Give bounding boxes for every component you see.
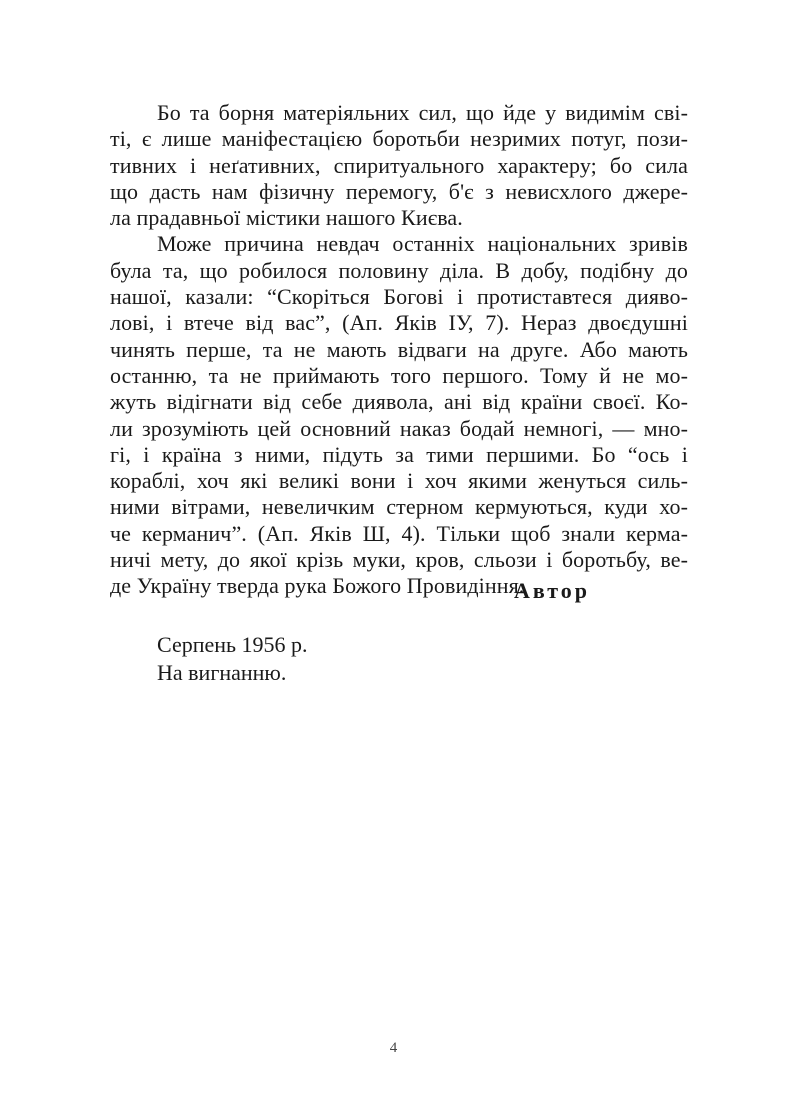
text-line: лові, і втече від вас”, (Ап. Яків ІУ, 7). Нераз двоєдушні (110, 310, 688, 336)
text-line: була та, що робилося половину діла. В добу, подібну до (110, 257, 688, 283)
text-line: кораблі, хоч які великі вони і хоч якими женуться силь- (110, 468, 688, 494)
text-line: ла прадавньої містики нашого Києва. (110, 205, 463, 231)
body-text (110, 100, 688, 600)
text-line: ними вітрами, невеличким стерном кермуються, куди хо- (110, 494, 688, 520)
text-line: ничі мету, до якої крізь муки, кров, сльози і боротьбу, ве- (110, 547, 688, 573)
text-line: Бо та борня матеріяльних сил, що йде у видимім сві- (157, 100, 688, 125)
paragraph-1 (110, 100, 688, 231)
text-line: жуть відігнати від себе диявола, ані від країни своєї. Ко- (110, 389, 688, 415)
author-signature: Автор (514, 578, 590, 603)
page-number: 4 (389, 1040, 398, 1056)
text-line: останню, та не приймають того першого. Тому й не мо- (110, 362, 688, 388)
text-line: ли зрозуміють цей основний наказ бодай немногі, — мно- (110, 415, 688, 441)
text-line: нашої, казали: “Скоріться Богові і протиставтеся дияво- (110, 284, 688, 310)
text-line: Може причина невдач останніх національних зривів (157, 231, 688, 257)
date-line: Серпень 1956 р. (157, 632, 308, 657)
text-line: ті, є лише маніфестацією боротьби незримих потуг, пози- (110, 126, 688, 152)
text-line: тивних і неґативних, спиритуального характеру; бо сила (110, 152, 688, 178)
place-line: На вигнанню. (157, 660, 287, 685)
text-line: чинять перше, та не мають відваги на друге. Або мають (110, 336, 688, 362)
dateline (157, 631, 308, 687)
paragraph-2 (110, 231, 688, 599)
text-line: гі, і країна з ними, підуть за тими першими. Бо “ось і (110, 441, 688, 467)
text-line: де Україну тверда рука Божого Провидіння. (110, 573, 525, 599)
text-line: че керманич”. (Ап. Яків Ш, 4). Тільки щоб знали керма- (110, 520, 688, 546)
text-line: що дасть нам фізичну перемогу, б'є з невисхлого джере- (110, 178, 688, 204)
